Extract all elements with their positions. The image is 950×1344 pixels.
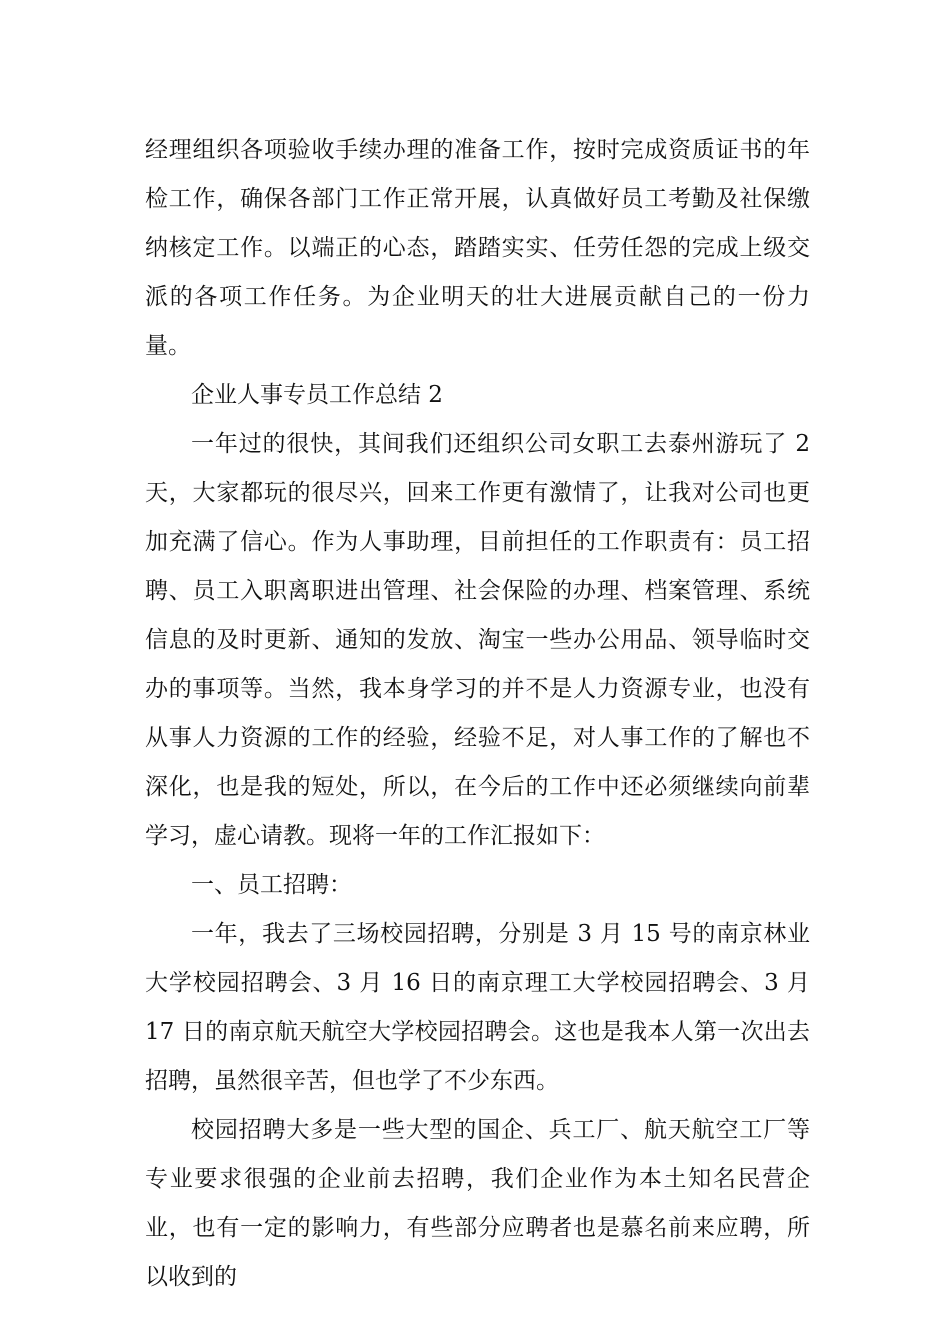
paragraph-campus-recruitment-detail: 校园招聘大多是一些大型的国企、兵工厂、航天航空工厂等专业要求很强的企业前去招聘，我们企业作为本土知名民营企业，也有一定的影响力，有些部分应聘者也是慕名前来应聘，所以收到的	[145, 1117, 810, 1290]
section-heading: 企业人事专员工作总结 2	[191, 382, 443, 408]
document-body	[145, 126, 810, 1302]
subsection-heading-recruitment: 一、员工招聘：	[191, 872, 352, 898]
paragraph-campus-recruitment: 一年，我去了三场校园招聘，分别是 3 月 15 号的南京林业大学校园招聘会、3 月 16 日的南京理工大学校园招聘会、3 月 17 日的南京航天航空大学校园招聘会。这也是我本人第一次出去招聘，虽然很辛苦，但也学了不少东西。	[145, 921, 810, 1094]
paragraph-continuation: 经理组织各项验收手续办理的准备工作，按时完成资质证书的年检工作，确保各部门工作正常开展，认真做好员工考勤及社保缴纳核定工作。以端正的心态，踏踏实实、任劳任怨的完成上级交派的各项工作任务。为企业明天的壮大进展贡献自己的一份力量。	[145, 137, 810, 359]
paragraph-intro: 一年过的很快，其间我们还组织公司女职工去泰州游玩了 2 天，大家都玩的很尽兴，回来工作更有激情了，让我对公司也更加充满了信心。作为人事助理，目前担任的工作职责有：员工招聘、员工入职离职进出管理、社会保险的办理、档案管理、系统信息的及时更新、通知的发放、淘宝一些办公用品、领导临时交办的事项等。当然，我本身学习的并不是人力资源专业，也没有从事人力资源的工作的经验，经验不足，对人事工作的了解也不深化，也是我的短处，所以，在今后的工作中还必须继续向前辈学习，虚心请教。现将一年的工作汇报如下：	[145, 431, 810, 849]
